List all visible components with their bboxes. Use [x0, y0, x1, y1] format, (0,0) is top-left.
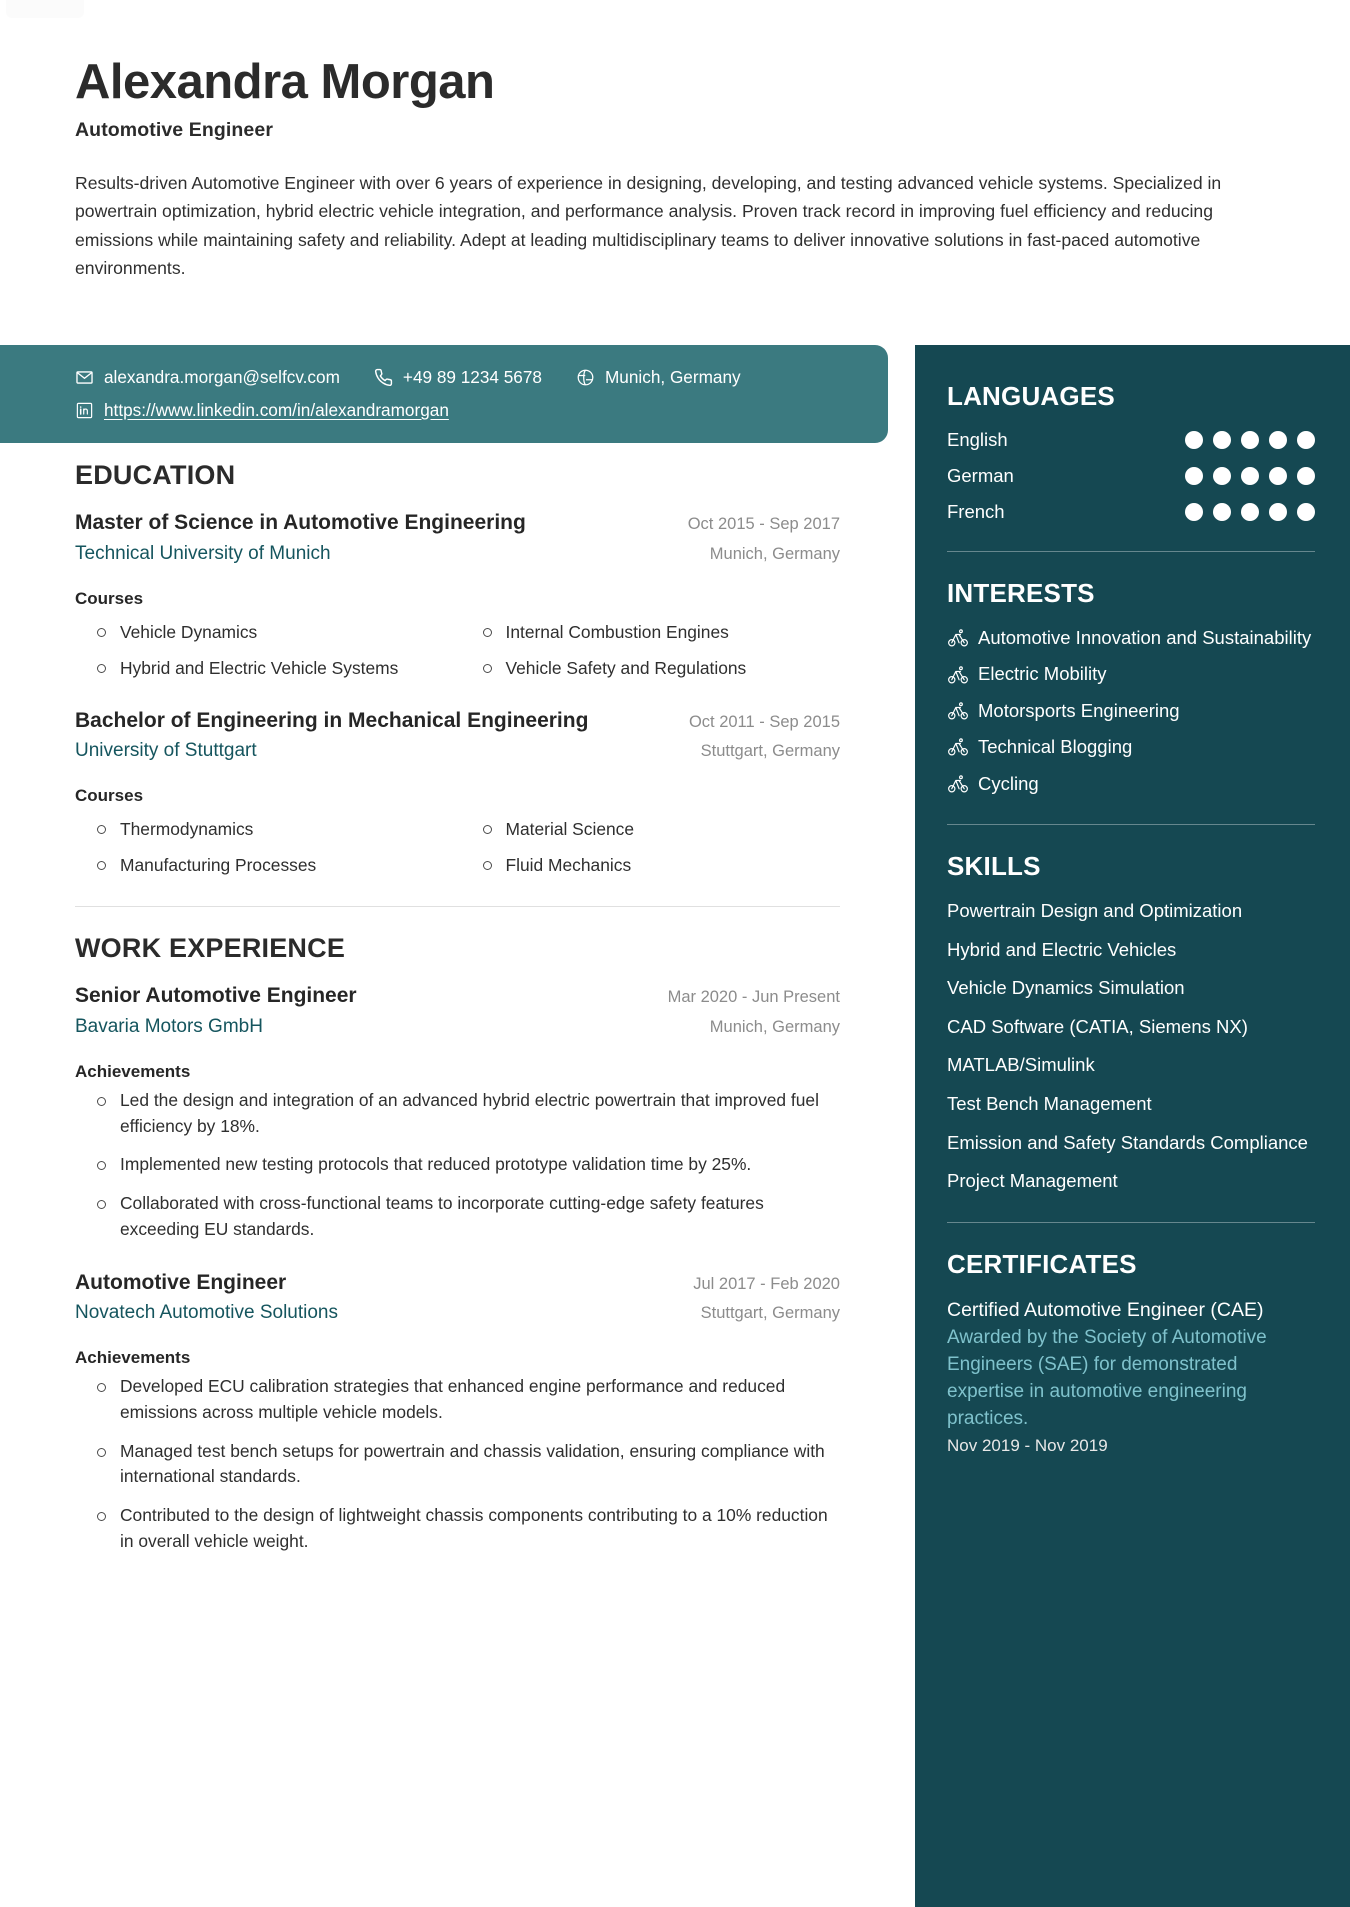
- education-section: [75, 460, 840, 878]
- interest-item: [947, 626, 1315, 650]
- contact-row-primary: [75, 367, 888, 388]
- level-dot: [1297, 431, 1315, 449]
- contact-email-text: alexandra.morgan@selfcv.com: [104, 367, 340, 387]
- education-location: Munich, Germany: [709, 544, 840, 563]
- language-name: French: [947, 501, 1005, 522]
- education-entry: [75, 707, 840, 879]
- contact-phone[interactable]: [374, 367, 542, 388]
- level-dot: [1269, 503, 1287, 521]
- skill-item: MATLAB/Simulink: [947, 1054, 1095, 1076]
- education-dates: Oct 2011 - Sep 2015: [688, 712, 840, 731]
- contact-bar: [0, 345, 888, 443]
- course-item: Vehicle Safety and Regulations: [479, 655, 841, 681]
- certificates-section: [947, 1249, 1315, 1456]
- interests-section-title: INTERESTS: [947, 578, 1095, 608]
- language-name: English: [947, 429, 1008, 450]
- education-school: University of Stuttgart: [75, 740, 257, 762]
- work-dates: Jul 2017 - Feb 2020: [693, 1274, 840, 1293]
- language-row: [947, 501, 1315, 523]
- work-entry: [75, 1269, 840, 1555]
- interest-label: Technical Blogging: [978, 736, 1133, 758]
- education-courses-label: Courses: [75, 588, 144, 608]
- skill-item: Project Management: [947, 1170, 1118, 1192]
- course-item: Fluid Mechanics: [479, 852, 841, 878]
- interest-label: Automotive Innovation and Sustainability: [978, 627, 1312, 648]
- education-dates: Oct 2015 - Sep 2017: [687, 515, 840, 533]
- course-item: Thermodynamics: [93, 816, 455, 842]
- interest-item: [947, 699, 1315, 723]
- contact-phone-text: +49 89 1234 5678: [402, 367, 542, 387]
- level-dot: [1241, 467, 1259, 485]
- level-dot: [1185, 503, 1203, 521]
- sidebar: [915, 345, 1350, 1907]
- interest-item: [947, 662, 1315, 686]
- level-dot: [1297, 467, 1315, 485]
- course-item: Material Science: [479, 816, 841, 842]
- linkedin-icon: [75, 401, 94, 420]
- course-item: Vehicle Dynamics: [93, 619, 455, 645]
- contact-location-text: Munich, Germany: [604, 367, 741, 387]
- phone-icon: [374, 368, 393, 387]
- corner-artifact: [6, 0, 84, 18]
- interest-item: [947, 772, 1315, 796]
- certificate-description: Awarded by the Society of Automotive Engineers (SAE) for demonstrated expertise in automotive engineering practices.: [947, 1327, 1267, 1429]
- page-title: Alexandra Morgan: [75, 55, 495, 109]
- contact-linkedin[interactable]: [75, 400, 449, 421]
- work-achievements-label: Achievements: [75, 1348, 191, 1368]
- work-section-title: WORK EXPERIENCE: [75, 933, 346, 964]
- skill-item: Test Bench Management: [947, 1093, 1152, 1114]
- level-dot: [1241, 503, 1259, 521]
- achievement-item: Managed test bench setups for powertrain and chassis validation, ensuring compliance with international standards.: [93, 1439, 840, 1491]
- skills-section: [947, 851, 1315, 1194]
- contact-email[interactable]: [75, 367, 340, 388]
- interests-section: [947, 578, 1315, 796]
- envelope-icon: [75, 368, 94, 387]
- section-divider: [75, 906, 840, 907]
- certificates-section-title: CERTIFICATES: [947, 1248, 1137, 1279]
- work-dates: Mar 2020 - Jun Present: [667, 988, 840, 1007]
- course-item: Hybrid and Electric Vehicle Systems: [93, 655, 455, 681]
- language-row: [947, 465, 1315, 487]
- work-achievements-list: [75, 1374, 840, 1555]
- bicycle-icon: [947, 773, 969, 795]
- languages-section-title: LANGUAGES: [947, 381, 1115, 411]
- education-degree: Master of Science in Automotive Engineering: [75, 511, 526, 534]
- bicycle-icon: [947, 664, 969, 686]
- interest-label: Cycling: [978, 772, 1039, 794]
- job-title: Automotive Engineer: [75, 118, 274, 141]
- achievement-item: Led the design and integration of an advanced hybrid electric powertrain that improved fuel efficiency by 18%.: [93, 1088, 840, 1140]
- achievement-item: Collaborated with cross-functional teams to incorporate cutting-edge safety features exceeding EU standards.: [93, 1191, 840, 1243]
- work-company: Novatech Automotive Solutions: [75, 1302, 338, 1324]
- contact-location: [576, 367, 741, 388]
- certificate-name: Certified Automotive Engineer (CAE): [947, 1298, 1264, 1321]
- level-dot: [1213, 503, 1231, 521]
- interest-label: Motorsports Engineering: [978, 699, 1180, 721]
- language-level-dots: [1185, 503, 1315, 521]
- work-location: Munich, Germany: [709, 1018, 840, 1037]
- education-courses-list: [75, 619, 840, 681]
- work-company: Bavaria Motors GmbH: [75, 1016, 263, 1038]
- level-dot: [1241, 431, 1259, 449]
- language-row: [947, 429, 1315, 451]
- interest-item: [947, 735, 1315, 759]
- course-item: Manufacturing Processes: [93, 852, 455, 878]
- work-role: Senior Automotive Engineer: [75, 984, 357, 1008]
- level-dot: [1213, 431, 1231, 449]
- skills-section-title: SKILLS: [947, 851, 1041, 882]
- skill-item: Powertrain Design and Optimization: [947, 900, 1243, 922]
- education-courses-list: [75, 816, 840, 878]
- level-dot: [1185, 431, 1203, 449]
- language-level-dots: [1185, 467, 1315, 485]
- level-dot: [1269, 431, 1287, 449]
- language-level-dots: [1185, 431, 1315, 449]
- course-item: Internal Combustion Engines: [479, 619, 841, 645]
- sidebar-divider: [947, 1222, 1315, 1223]
- work-experience-section: [75, 933, 840, 1554]
- bicycle-icon: [947, 736, 969, 758]
- work-entry: [75, 982, 840, 1242]
- bicycle-icon: [947, 627, 969, 649]
- bicycle-icon: [947, 700, 969, 722]
- education-location: Stuttgart, Germany: [700, 742, 840, 761]
- contact-linkedin-text: https://www.linkedin.com/in/alexandramorgan: [104, 400, 449, 420]
- education-courses-label: Courses: [75, 786, 144, 806]
- skill-item: CAD Software (CATIA, Siemens NX): [947, 1015, 1248, 1037]
- level-dot: [1213, 467, 1231, 485]
- resume-header: [0, 0, 1350, 283]
- work-achievements-list: [75, 1088, 840, 1243]
- achievement-item: Implemented new testing protocols that reduced prototype validation time by 25%.: [93, 1152, 840, 1178]
- achievement-item: Developed ECU calibration strategies that enhanced engine performance and reduced emissions across multiple vehicle models.: [93, 1374, 840, 1426]
- globe-icon: [576, 368, 595, 387]
- achievement-item: Contributed to the design of lightweight chassis components contributing to a 10% reduction in overall vehicle weight.: [93, 1503, 840, 1555]
- level-dot: [1297, 503, 1315, 521]
- education-entry: [75, 509, 840, 681]
- skill-item: Vehicle Dynamics Simulation: [947, 977, 1185, 999]
- skill-item: Emission and Safety Standards Compliance: [947, 1131, 1308, 1153]
- professional-summary: Results-driven Automotive Engineer with over 6 years of experience in designing, developing, and testing advanced vehicle systems. Specialized in powertrain optimization, hybrid electric vehicle integration, and performance analysis. Proven track record in improving fuel efficiency and reducing emissions while maintaining safety and reliability. Adept at leading multidisciplinary teams to deliver innovative solutions in fast-paced automotive environments.: [75, 172, 1222, 279]
- work-role: Automotive Engineer: [75, 1270, 287, 1294]
- languages-section: [947, 381, 1315, 523]
- work-achievements-label: Achievements: [75, 1061, 191, 1081]
- main-content: [0, 460, 915, 1568]
- certificate-dates: Nov 2019 - Nov 2019: [947, 1435, 1108, 1455]
- education-section-title: EDUCATION: [75, 460, 236, 490]
- certificate-item: [947, 1297, 1315, 1456]
- education-school: Technical University of Munich: [75, 542, 331, 564]
- interest-label: Electric Mobility: [978, 663, 1107, 685]
- language-name: German: [947, 465, 1014, 486]
- level-dot: [1185, 467, 1203, 485]
- work-location: Stuttgart, Germany: [700, 1304, 840, 1323]
- skill-item: Hybrid and Electric Vehicles: [947, 938, 1177, 960]
- sidebar-divider: [947, 551, 1315, 552]
- level-dot: [1269, 467, 1287, 485]
- sidebar-divider: [947, 824, 1315, 825]
- education-degree: Bachelor of Engineering in Mechanical Engineering: [75, 708, 589, 732]
- contact-row-secondary: [75, 400, 888, 421]
